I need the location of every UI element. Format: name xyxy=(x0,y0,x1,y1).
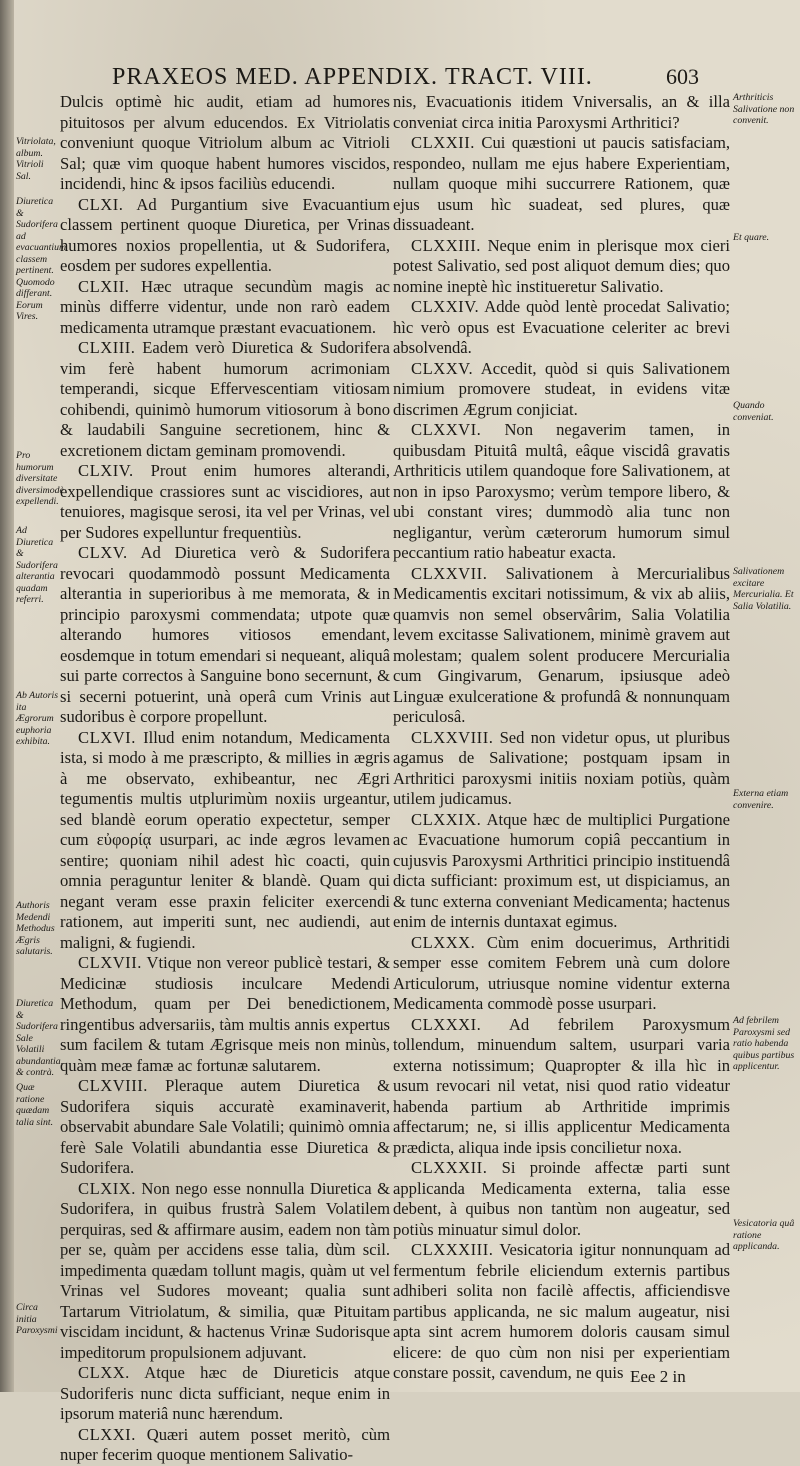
paragraph-text: Prout enim humores alterandi, expellendique crassiores sunt ac viscidiores, aut tenuiores, magisque serosi, ita vel per Vrinas, vel per Sudores expelluntur frequentiùs. xyxy=(60,461,390,542)
margin-note: Ad Diuretica & Sudorifera alterantia quadam referri. xyxy=(16,525,58,605)
paragraph-text: Pleraque autem Diuretica & Sudorifera siquis accuratè examinaverit, observabit abundare Sale Volatili; quinimò omnia ferè Sale Volatili abundantia esse Diuretica & Sudorifera. xyxy=(60,1076,390,1177)
paragraph-text: Quæri autem posset meritò, cùm nuper fecerim quoque mentionem Salivatio- xyxy=(60,1424,390,1464)
margin-note: Diuretica & Sudorifera ad evacuantium classem pertinent. Quomodo differant. Eorum Vires. xyxy=(16,196,67,322)
margin-note: Vesicatoria quâ ratione applicanda. xyxy=(733,1218,795,1252)
paragraph-number: CLXIX. xyxy=(78,1178,136,1198)
paragraph-number: CLXXXI. xyxy=(411,1014,482,1034)
paragraph xyxy=(60,461,390,543)
paragraph xyxy=(60,1363,390,1425)
running-head-title: PRAXEOS MED. APPENDIX. xyxy=(112,64,439,90)
paragraph xyxy=(393,297,730,359)
paragraph-number: CLXIV. xyxy=(78,461,134,480)
paragraph-text: Salivationem à Mercurialibus Medicamentis excitari notissimum, & vix ab aliis, quamvis non semel observârim, Salia Volatilia levem excitasse Salivationem, minimè gravem aut molestam; qualem solent producere Mercurialia cum Gingivarum, Genarum, ipsiusque adeò Linguæ exulceratione & profundâ & nonnunquam periculosâ. xyxy=(393,563,730,726)
paragraph-text: Si proinde affectæ parti sunt applicanda Medicamenta externa, talia esse debent, à quibus non tantùm non augeatur, sed potiùs minuatur simul dolor. xyxy=(393,1158,731,1239)
margin-note: Ab Autoris ita Ægrorum euphoria exhibita. xyxy=(16,690,59,747)
paragraph xyxy=(393,564,730,728)
paragraph xyxy=(393,810,730,933)
margin-note: Arthriticis Salivatione non convenit. xyxy=(733,92,795,126)
paragraph-number: CLXXVI. xyxy=(411,420,482,439)
paragraph-number: CLXXV. xyxy=(411,358,474,378)
margin-note: Salivationem excitare Mercurialia. Et Salia Volatilia. xyxy=(733,566,794,612)
scan-shadow-edge xyxy=(0,0,14,1392)
paragraph-number: CLXXIII. xyxy=(411,235,481,255)
paragraph xyxy=(393,1015,730,1159)
paragraph-number: CLXX. xyxy=(78,1363,130,1382)
margin-note: Quæ ratione quædam talia sint. xyxy=(16,1082,54,1128)
paragraph xyxy=(393,133,730,236)
paragraph-text: Atque hæc de multiplici Purgatione ac Evacuatione humorum copiâ peccantium in cujusvis Paroxysmi Arthritici principio instituendâ dicta sufficiant: proximum est, ut dispiciamus, an & tunc externa conveniant Medicamenta; hactenus enim de internis duntaxat egimus. xyxy=(393,809,730,931)
margin-note: Externa etiam convenire. xyxy=(733,788,789,811)
paragraph-text: Atque hæc de Diureticis atque Sudoriferis nunc dicta sufficiant, neque enim in ipsorum materiâ nunc hærendum. xyxy=(60,1363,390,1423)
margin-note: Pro humorum diversitate diversimodè expellendi. xyxy=(16,450,64,507)
paragraph xyxy=(60,277,390,339)
paragraph-number: CLXXIX. xyxy=(411,809,482,829)
paragraph xyxy=(393,933,730,1015)
paragraph-number: CLXXXIII. xyxy=(411,1240,494,1259)
paragraph-text: Hæc utraque secundùm magis ac minùs differre videntur, unde non rarò eadem medicamenta utramque præstant evacuationem. xyxy=(60,276,390,337)
margin-note: Ad febrilem Paroxysmi sed ratio habenda quibus partibus applicentur. xyxy=(733,1015,795,1072)
paragraph xyxy=(60,543,390,728)
paragraph xyxy=(60,1179,390,1364)
page-number: 603 xyxy=(666,64,699,89)
text-column-left xyxy=(60,92,390,1464)
margin-note: Authoris Medendi Methodus Ægris salutaris. xyxy=(16,900,55,957)
paragraph-number: CLXXVII. xyxy=(411,563,488,583)
paragraph-number: CLXV. xyxy=(78,543,128,562)
catchword: Eee 2 in xyxy=(630,1367,686,1386)
paragraph-text: Eadem verò Diuretica & Sudorifera vim ferè habent humorum acrimoniam temperandi, sicque Effervescentiam vitiosam cohibendi, quinimò humorum vitiosorum à bono & laudabili Sanguine secretionem, hinc & excretionem dictam geminam promovendi. xyxy=(60,338,390,460)
paragraph-number: CLXVII. xyxy=(78,953,142,972)
paragraph xyxy=(393,728,730,810)
paragraph-number: CLXXXII. xyxy=(411,1158,488,1177)
paragraph xyxy=(60,1425,390,1466)
paragraph-text: Sed non videtur opus, ut pluribus agamus de Salivatione; postquam ipsam in Arthritici paroxysmi initiis noxiam potiùs, quàm utilem judicamus. xyxy=(393,727,730,808)
paragraph-number: CLXII. xyxy=(78,276,130,296)
paragraph-text: nis, Evacuationis itidem Vniversalis, an & illa conveniat circa initia Paroxysmi Arthritici? xyxy=(393,92,730,132)
margin-note: Circa initia Paroxysmi xyxy=(16,1302,58,1336)
paragraph-number: CLXXI. xyxy=(78,1424,136,1444)
paragraph-text: Ad Purgantium sive Evacuantium classem pertinent quoque Diuretica, per Vrinas humores noxios propellentia, ut & Sudorifera, eosdem per sudores expellentia. xyxy=(60,194,390,275)
paragraph xyxy=(60,953,390,1076)
paragraph xyxy=(60,92,390,195)
paragraph xyxy=(60,195,390,277)
paragraph-number: CLXVI. xyxy=(78,727,136,747)
paragraph-text: Ad febrilem Paroxysmum tollendum, minuendum saltem, usurpari varia externa notissimum; Quapropter & illa hìc in usum revocari nil vetat, nisi quod ratio videatur habenda partium ab Arthritide imprimis affectarum; ne, si illis applicentur Medicamenta prædicta, aliqua inde ipsis concilietur noxa. xyxy=(393,1014,730,1157)
paragraph-text: Cui quæstioni ut paucis satisfaciam, respondeo, nullam me ejus habere Experientiam, nullam quoque mihi succurrere Rationem, quæ ejus usum hìc suadeat, sed plures, quæ dissuadeant. xyxy=(393,133,731,234)
margin-note: Diuretica & Sudorifera Sale Volatili abundantia, & contrà. xyxy=(16,998,64,1078)
paragraph-text: Ad Diuretica verò & Sudorifera revocari quodammodò possunt Medicamenta alterantia in superioribus à me memorata, & in principio paroxysmi commendata; utpote quæ alterando humores vitiosos emendant, eosdemque in totum emendari si nequeant, aliquâ sui parte correctos à Sanguine bono secernunt, & si secerni potuerint, unà operâ cum Vrinis aut sudoribus è corpore propellunt. xyxy=(60,543,390,726)
paragraph-text: Illud enim notandum, Medicamenta ista, si modo à me præscripto, & millies in ægris à me observato, exhibeantur, nec Ægri tegumentis multis utplurimùm noxiis urgeantur, sed blandè eorum operatio expectetur, semper cum εὐφορίᾳ usurpari, ac inde ægros levamen sentire; quoniam nihil adest hìc coacti, quin omnia peraguntur leniter & blandè. Quam qui negant veram esse praxin feliciter exercendi rationem, aut imperiti sunt, nec audiendi, aut maligni, & fugiendi. xyxy=(60,727,390,952)
paragraph-number: CLXXIV. xyxy=(411,297,480,316)
paragraph-text: Adde quòd lentè procedat Salivatio; hìc verò opus est Evacuatione celeriter ac brevi absolvendâ. xyxy=(393,297,731,357)
paragraph-number: CLXXII. xyxy=(411,133,475,152)
margin-note: Quando conveniat. xyxy=(733,400,774,423)
margin-note: Vitriolata, album. Vitrioli Sal. xyxy=(16,136,56,182)
paragraph xyxy=(393,1158,730,1240)
paragraph-text: Vesicatoria igitur nonnunquam ad fermentum febrile eliciendum externis partibus adhiberi solita non facilè affectis, afficiendisve partibus applicanda, ne sic malum augeatur, nisi apta sint acrem humorem doloris causam simul elicere: de quo cùm non nisi per experientiam constare possit, cavendum, ne quis xyxy=(393,1240,730,1382)
paragraph-text: Neque enim in plerisque mox cieri potest Salivatio, sed post aliquot demum dies; quo nomine ineptè hìc institueretur Salivatio. xyxy=(393,235,730,296)
paragraph xyxy=(393,359,730,421)
paragraph xyxy=(60,338,390,461)
running-head xyxy=(112,60,712,94)
paragraph xyxy=(60,728,390,954)
paragraph-number: CLXXVIII. xyxy=(411,727,494,747)
paragraph xyxy=(393,92,730,133)
paragraph-number: CLXIII. xyxy=(78,338,136,357)
paragraph-text: Accedit, quòd si quis Salivationem nimium promovere studeat, in evidens vitæ discrimen Ægrum conjiciat. xyxy=(393,358,730,419)
paragraph xyxy=(393,420,730,564)
paragraph-number: CLXXX. xyxy=(411,932,476,952)
margin-note: Et quare. xyxy=(733,232,770,243)
paragraph xyxy=(393,1240,730,1384)
running-head-tract: TRACT. VIII. xyxy=(445,64,593,90)
paragraph-text: Dulcis optimè hic audit, etiam ad humores pituitosos per alvum educendos. Ex Vitriolatis conveniunt quoque Vitriolum album ac Vitrioli Sal; quæ vim quoque habent humores viscidos, incidendi, hinc & ipsos faciliùs educendi. xyxy=(60,92,390,193)
paragraph xyxy=(60,1076,390,1179)
paragraph-text: Vtique non vereor publicè testari, & Medicinæ studiosis inculcare Medendi Methodum, quam per Dei benedictionem, ringentibus adversariis, tàm multis annis expertus sum facilem & tutam Ægrisque meis non minùs, quàm meæ famæ ac fortunæ salutarem. xyxy=(60,953,390,1075)
paragraph-text: Non negaverim tamen, in quibusdam Pituitâ multâ, eâque viscidâ gravatis Arthriticis utilem quandoque fore Salivationem, at non in ipso Paroxysmo; verùm tempore libero, & ubi constant vires; dummodò alia tunc non negligantur, verùm cæterorum humorum simul peccantium ratio habeatur exacta. xyxy=(393,420,730,562)
paragraph-text: Non nego esse nonnulla Diuretica & Sudorifera, in quibus frustrà Salem Volatilem perquiras, sed & affirmare ausim, eadem non tàm per se, quàm per accidens esse talia, dùm scil. impedimenta quædam tollunt magis, quàm ut vel Vrinas vel Sudores moveant; qualia sunt Tartarum Vitriolatum, & similia, quæ Pituitam viscidam incidunt, & hactenus Vrinæ Sudorisque impeditorum propulsionem adjuvant. xyxy=(60,1178,390,1362)
paragraph-number: CLXVIII. xyxy=(78,1076,148,1095)
paragraph-text: Cùm enim docuerimus, Arthritidi semper esse comitem Febrem unà cum dolore Articulorum, utriusque nomine videntur externa Medicamenta commodè posse usurpari. xyxy=(393,932,730,1013)
paragraph xyxy=(393,236,730,298)
paragraph-number: CLXI. xyxy=(78,194,124,214)
